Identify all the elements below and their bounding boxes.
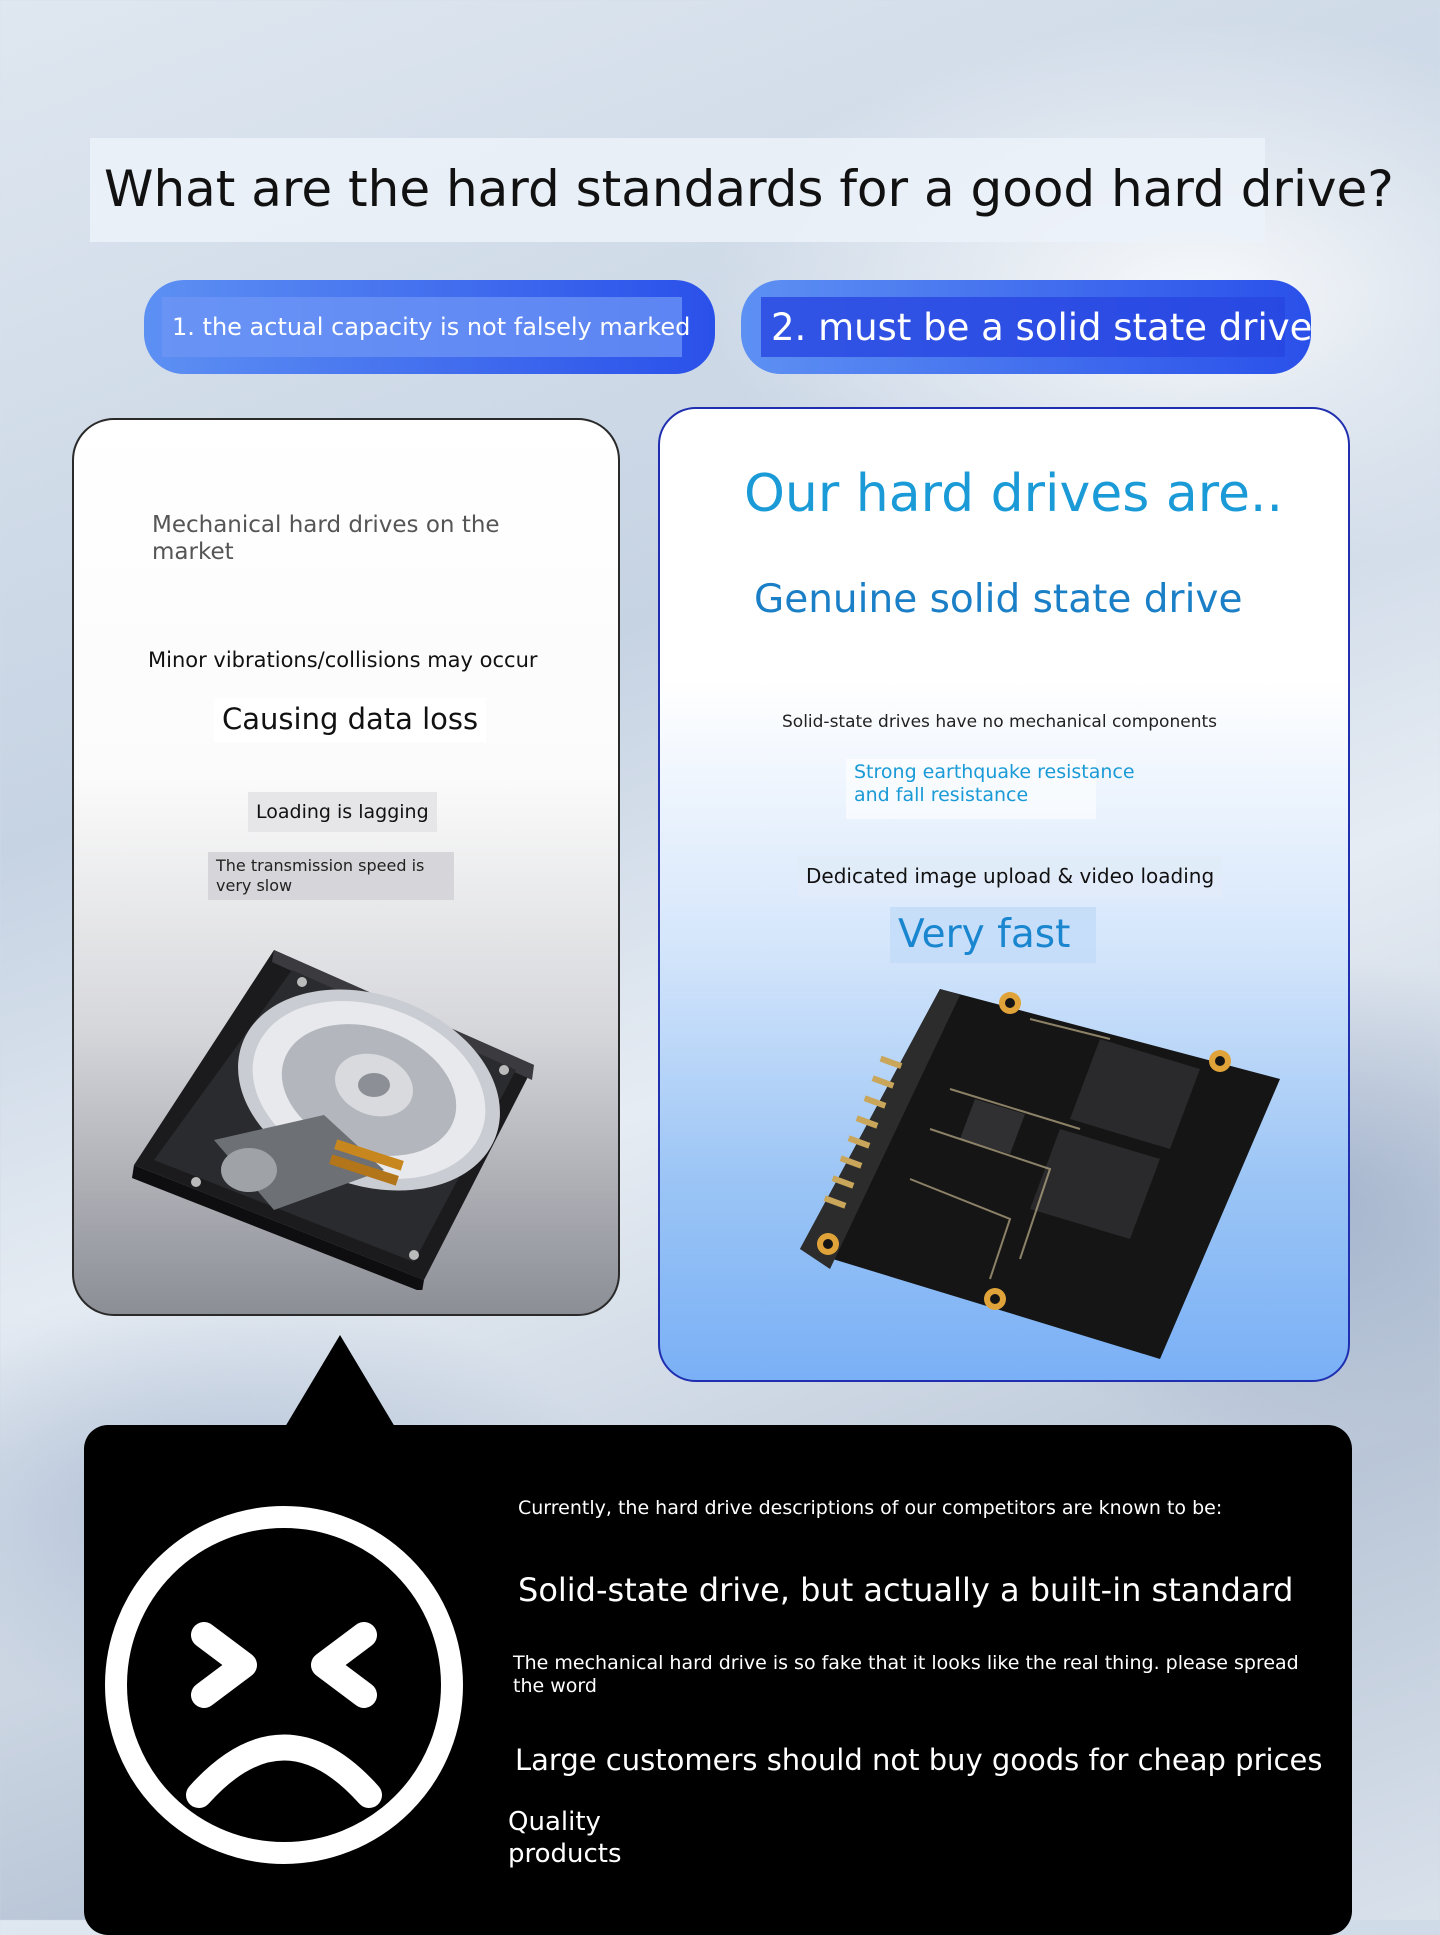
fake-drive-line-1: The mechanical hard drive is so fake that it looks like the real thing. please spread (513, 1652, 1299, 1674)
competitor-intro-text: Currently, the hard drive descriptions of our competitors are known to be: (518, 1497, 1223, 1519)
mechanical-drive-card (72, 418, 620, 1316)
resistance-line-1: Strong earthquake resistance (854, 761, 1135, 783)
mechanical-hard-drive-image (124, 920, 574, 1290)
criterion-ssd-pill (741, 280, 1311, 374)
competitor-claim-text: Solid-state drive, but actually a built-in standard (518, 1571, 1294, 1609)
speech-tail (285, 1335, 395, 1427)
ssd-board-image (780, 979, 1300, 1369)
vibrations-text: Minor vibrations/collisions may occur (148, 648, 538, 672)
quality-line-2: products (508, 1839, 622, 1869)
ssd-headline: Our hard drives are.. (744, 464, 1283, 524)
criterion-capacity-pill (144, 280, 715, 374)
loading-text: Loading is lagging (248, 792, 437, 832)
criterion-capacity-label: 1. the actual capacity is not falsely marked (162, 297, 682, 357)
criterion-ssd-label: 2. must be a solid state drive (761, 297, 1285, 357)
resistance-line-2: and fall resistance (854, 784, 1029, 806)
quality-line-1: Quality (508, 1807, 601, 1837)
sad-face-icon (104, 1495, 484, 1875)
transmission-text: The transmission speed is very slow (208, 852, 454, 900)
mechanical-subtitle: Mechanical hard drives on the market (152, 512, 500, 565)
genuine-ssd-text: Genuine solid state drive (754, 577, 1243, 622)
competitor-warning-panel (84, 1425, 1352, 1935)
fake-drive-line-2: the word (513, 1675, 597, 1697)
dedicated-upload-text: Dedicated image upload & video loading (798, 856, 1222, 898)
data-loss-text: Causing data loss (214, 698, 486, 742)
no-mechanical-text: Solid-state drives have no mechanical components (782, 712, 1217, 732)
page-title: What are the hard standards for a good hard drive? (104, 160, 1394, 218)
very-fast-text: Very fast (890, 907, 1096, 963)
ssd-card (658, 407, 1350, 1382)
customers-warning-text: Large customers should not buy goods for cheap prices (515, 1743, 1323, 1777)
